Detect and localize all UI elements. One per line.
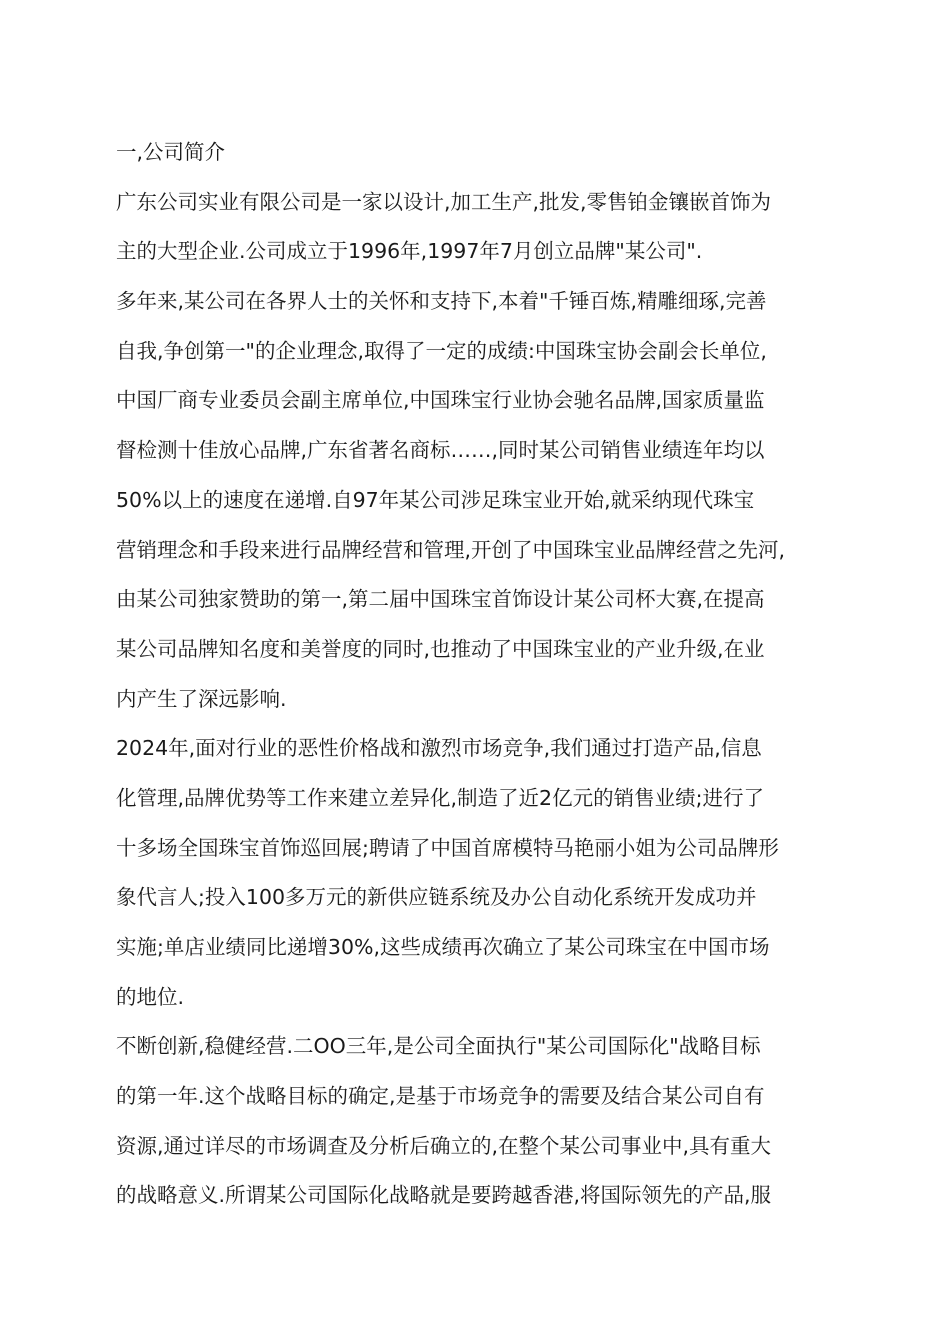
- text-line: 广东公司实业有限公司是一家以设计,加工生产,批发,零售铂金镶嵌首饰为: [116, 189, 772, 214]
- text-line: 多年来,某公司在各界人士的关怀和支持下,本着"千锤百炼,精雕细琢,完善: [116, 289, 767, 314]
- text-line: 主的大型企业.公司成立于1996年,1997年7月创立品牌"某公司".: [116, 239, 703, 264]
- text-line: 的地位.: [116, 984, 185, 1009]
- text-line: 50%以上的速度在递增.自97年某公司涉足珠宝业开始,就采纳现代珠宝: [116, 487, 755, 512]
- text-line: 十多场全国珠宝首饰巡回展;聘请了中国首席模特马艳丽小姐为公司品牌形: [116, 835, 779, 860]
- paragraph-company-overview: [116, 178, 846, 277]
- text-line: 的战略意义.所谓某公司国际化战略就是要跨越香港,将国际领先的产品,服: [116, 1183, 772, 1208]
- text-line: 资源,通过详尽的市场调查及分析后确立的,在整个某公司事业中,具有重大: [116, 1133, 772, 1158]
- text-line: 由某公司独家赞助的第一,第二届中国珠宝首饰设计某公司杯大赛,在提高: [116, 587, 765, 612]
- text-line: 的第一年.这个战略目标的确定,是基于市场竞争的需要及结合某公司自有: [116, 1084, 765, 1109]
- paragraph-2024-results: [116, 724, 846, 1022]
- paragraph-internationalization-strategy: [116, 1022, 846, 1221]
- text-line: 督检测十佳放心品牌,广东省著名商标……,同时某公司销售业绩连年均以: [116, 438, 765, 463]
- text-line: 营销理念和手段来进行品牌经营和管理,开创了中国珠宝业品牌经营之先河,: [116, 537, 786, 562]
- text-line: 2024年,面对行业的恶性价格战和激烈市场竞争,我们通过打造产品,信息: [116, 736, 762, 761]
- text-line: 中国厂商专业委员会副主席单位,中国珠宝行业协会驰名品牌,国家质量监: [116, 388, 765, 413]
- text-line: 自我,争创第一"的企业理念,取得了一定的成绩:中国珠宝协会副会长单位,: [116, 338, 767, 363]
- section-heading: 一,公司简介: [116, 140, 226, 164]
- text-line: 某公司品牌知名度和美誉度的同时,也推动了中国珠宝业的产业升级,在业: [116, 636, 765, 661]
- document-body: [116, 128, 846, 1221]
- paragraph-achievements: [116, 277, 846, 724]
- text-line: 象代言人;投入100多万元的新供应链系统及办公自动化系统开发成功并: [116, 885, 757, 910]
- text-line: 内产生了深远影响.: [116, 686, 287, 711]
- text-line: 实施;单店业绩同比递增30%,这些成绩再次确立了某公司珠宝在中国市场: [116, 935, 770, 959]
- text-line: 化管理,品牌优势等工作来建立差异化,制造了近2亿元的销售业绩;进行了: [116, 785, 764, 810]
- text-line: 不断创新,稳健经营.二OO三年,是公司全面执行"某公司国际化"战略目标: [116, 1034, 761, 1059]
